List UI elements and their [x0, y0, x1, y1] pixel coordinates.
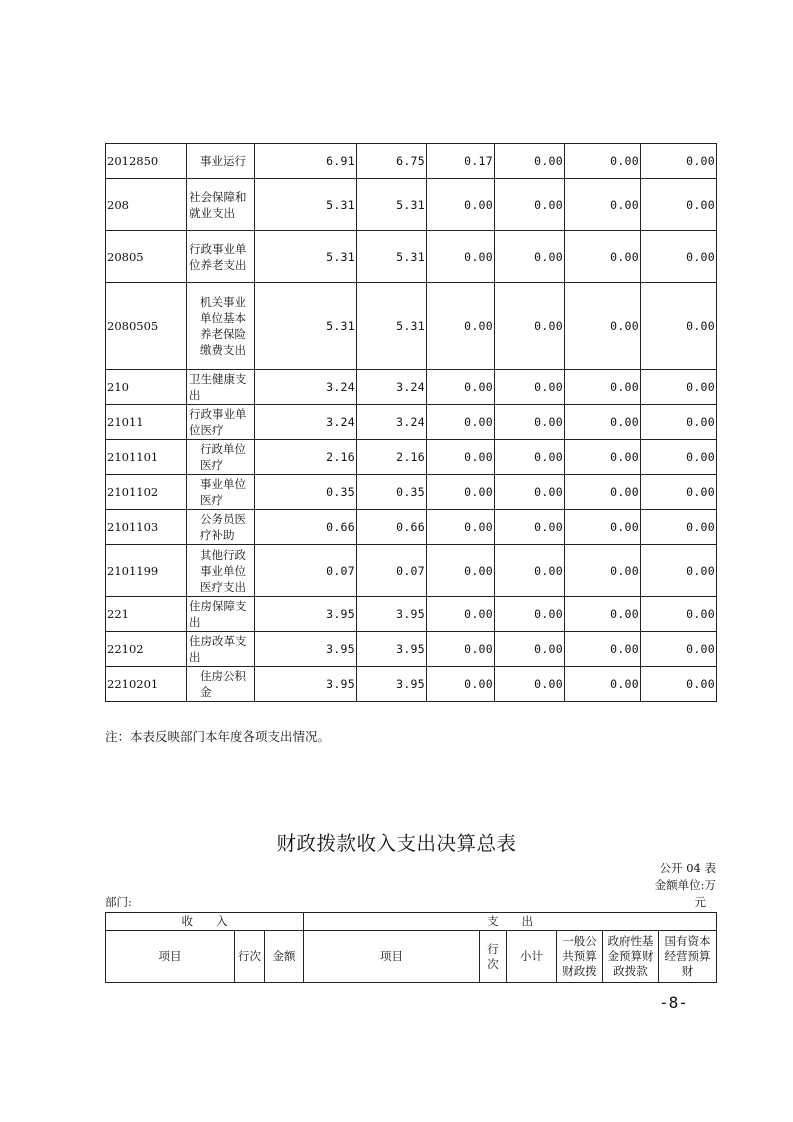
income-item-header: 项目 [106, 931, 235, 983]
row-code: 2101103 [106, 510, 187, 545]
row-project: 0.00 [427, 283, 495, 370]
table-row [106, 475, 717, 510]
row-name: 社会保障和就业支出 [187, 179, 255, 231]
table-row [106, 545, 717, 597]
income-line-header: 行次 [235, 931, 265, 983]
row-total: 5.31 [255, 283, 357, 370]
table-row [106, 597, 717, 632]
row-col4: 0.00 [495, 231, 565, 283]
row-name: 行政事业单位医疗 [187, 405, 255, 440]
row-total: 3.95 [255, 667, 357, 702]
row-col4: 0.00 [495, 667, 565, 702]
row-basic: 5.31 [357, 231, 427, 283]
row-total: 3.24 [255, 370, 357, 405]
row-col5: 0.00 [565, 667, 641, 702]
row-basic: 3.95 [357, 667, 427, 702]
row-total: 5.31 [255, 231, 357, 283]
row-col5: 0.00 [565, 545, 641, 597]
row-total: 0.35 [255, 475, 357, 510]
row-col6: 0.00 [641, 632, 717, 667]
form-number: 公开 04 表 [659, 861, 716, 875]
row-total: 2.16 [255, 440, 357, 475]
row-project: 0.00 [427, 370, 495, 405]
state-capital-header: 国有资本经营预算财 [659, 931, 717, 983]
row-col5: 0.00 [565, 597, 641, 632]
row-project: 0.00 [427, 231, 495, 283]
expenditure-table [105, 143, 717, 702]
row-total: 6.91 [255, 144, 357, 179]
row-col6: 0.00 [641, 667, 717, 702]
row-name: 其他行政事业单位医疗支出 [187, 545, 255, 597]
unit-suffix: 元 [694, 895, 706, 909]
row-code: 2210201 [106, 667, 187, 702]
row-col5: 0.00 [565, 440, 641, 475]
row-code: 208 [106, 179, 187, 231]
row-project: 0.00 [427, 510, 495, 545]
row-col4: 0.00 [495, 440, 565, 475]
row-code: 22102 [106, 632, 187, 667]
row-code: 2101199 [106, 545, 187, 597]
row-col5: 0.00 [565, 370, 641, 405]
row-name: 事业运行 [187, 144, 255, 179]
table-row [106, 179, 717, 231]
expenditure-line-header: 行次 [480, 931, 507, 983]
table-row [106, 632, 717, 667]
row-name: 公务员医疗补助 [187, 510, 255, 545]
row-project: 0.00 [427, 597, 495, 632]
row-col5: 0.00 [565, 475, 641, 510]
row-basic: 6.75 [357, 144, 427, 179]
row-basic: 3.95 [357, 632, 427, 667]
row-col6: 0.00 [641, 179, 717, 231]
row-col4: 0.00 [495, 179, 565, 231]
row-col6: 0.00 [641, 231, 717, 283]
page-title: 财政拨款收入支出决算总表 [276, 832, 517, 855]
table-row [106, 144, 717, 179]
row-col6: 0.00 [641, 283, 717, 370]
row-total: 3.95 [255, 632, 357, 667]
row-col5: 0.00 [565, 405, 641, 440]
row-project: 0.00 [427, 632, 495, 667]
row-code: 221 [106, 597, 187, 632]
row-col5: 0.00 [565, 632, 641, 667]
row-code: 21011 [106, 405, 187, 440]
row-total: 0.66 [255, 510, 357, 545]
row-col4: 0.00 [495, 370, 565, 405]
dept-label: 部门: [105, 895, 132, 909]
row-basic: 3.24 [357, 405, 427, 440]
row-code: 20805 [106, 231, 187, 283]
income-group-header: 收 入 [106, 913, 304, 931]
row-col4: 0.00 [495, 632, 565, 667]
table-row [106, 283, 717, 370]
table-row [106, 667, 717, 702]
table-note: 注：本表反映部门本年度各项支出情况。 [105, 729, 331, 744]
row-col6: 0.00 [641, 144, 717, 179]
unit-label: 金额单位:万 [654, 878, 716, 892]
row-col6: 0.00 [641, 370, 717, 405]
row-col5: 0.00 [565, 283, 641, 370]
row-col4: 0.00 [495, 283, 565, 370]
row-total: 3.24 [255, 405, 357, 440]
row-total: 5.31 [255, 179, 357, 231]
row-basic: 0.66 [357, 510, 427, 545]
row-col5: 0.00 [565, 231, 641, 283]
row-basic: 0.07 [357, 545, 427, 597]
income-amount-header: 金额 [265, 931, 304, 983]
row-code: 2080505 [106, 283, 187, 370]
general-budget-header: 一般公共预算财政拨 [557, 931, 603, 983]
row-name: 行政事业单位养老支出 [187, 231, 255, 283]
row-basic: 3.24 [357, 370, 427, 405]
row-basic: 5.31 [357, 179, 427, 231]
page-number: -8- [659, 993, 688, 1012]
table-row [106, 440, 717, 475]
row-basic: 0.35 [357, 475, 427, 510]
row-project: 0.00 [427, 179, 495, 231]
row-col4: 0.00 [495, 545, 565, 597]
gov-fund-header: 政府性基金预算财政拨款 [603, 931, 659, 983]
row-col5: 0.00 [565, 144, 641, 179]
row-col4: 0.00 [495, 144, 565, 179]
row-col5: 0.00 [565, 510, 641, 545]
row-code: 2012850 [106, 144, 187, 179]
summary-table-header [105, 912, 717, 983]
table-row [106, 510, 717, 545]
row-col4: 0.00 [495, 597, 565, 632]
row-project: 0.00 [427, 545, 495, 597]
row-col4: 0.00 [495, 510, 565, 545]
row-basic: 5.31 [357, 283, 427, 370]
row-col6: 0.00 [641, 510, 717, 545]
row-project: 0.00 [427, 667, 495, 702]
row-project: 0.00 [427, 475, 495, 510]
row-name: 住房公积金 [187, 667, 255, 702]
row-name: 住房保障支出 [187, 597, 255, 632]
row-code: 2101101 [106, 440, 187, 475]
row-project: 0.00 [427, 440, 495, 475]
row-code: 210 [106, 370, 187, 405]
row-col6: 0.00 [641, 405, 717, 440]
row-col5: 0.00 [565, 179, 641, 231]
row-name: 行政单位医疗 [187, 440, 255, 475]
row-col4: 0.00 [495, 405, 565, 440]
row-name: 机关事业单位基本养老保险缴费支出 [187, 283, 255, 370]
subtotal-header: 小计 [507, 931, 557, 983]
row-name: 卫生健康支出 [187, 370, 255, 405]
row-project: 0.00 [427, 405, 495, 440]
row-basic: 2.16 [357, 440, 427, 475]
row-name: 事业单位医疗 [187, 475, 255, 510]
row-col6: 0.00 [641, 597, 717, 632]
row-col6: 0.00 [641, 475, 717, 510]
row-total: 0.07 [255, 545, 357, 597]
row-project: 0.17 [427, 144, 495, 179]
row-basic: 3.95 [357, 597, 427, 632]
row-col6: 0.00 [641, 440, 717, 475]
expenditure-group-header: 支 出 [304, 913, 717, 931]
table-row [106, 231, 717, 283]
table-row [106, 405, 717, 440]
row-name: 住房改革支出 [187, 632, 255, 667]
row-total: 3.95 [255, 597, 357, 632]
row-col4: 0.00 [495, 475, 565, 510]
table-row [106, 370, 717, 405]
row-code: 2101102 [106, 475, 187, 510]
expenditure-item-header: 项目 [304, 931, 480, 983]
row-col6: 0.00 [641, 545, 717, 597]
